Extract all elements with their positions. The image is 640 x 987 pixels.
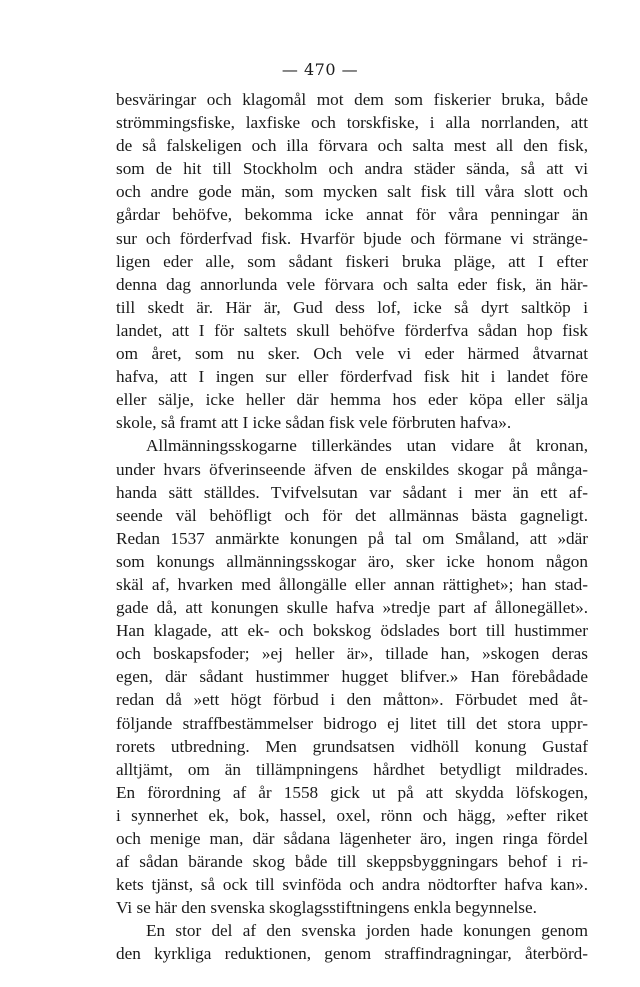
text-line: handa sätt ställdes. Tvifvelsutan var sådant i mer än ett af- — [116, 482, 588, 502]
text-line: i synnerhet ek, bok, hassel, oxel, rönn och hägg, »efter riket — [116, 805, 588, 825]
text-line: En stor del af den svenska jorden hade konungen genom — [146, 921, 588, 941]
text-line: strömmingsfiske, laxfiske och torskfiske, i alla norrlanden, att — [116, 113, 588, 133]
text-line: egen, där sådant hustimmer hugget blifver.» Han förebådade — [116, 667, 588, 687]
text-line: under hvars öfverinseende äfven de enskildes skogar på mångа- — [116, 459, 588, 479]
text-line: alltjämt, om än tillämpningens hårdhet betydligt mildrades. — [116, 759, 588, 779]
text-line: Redan 1537 anmärkte konungen på tal om Småland, att »där — [116, 528, 588, 548]
text-line: seende väl behöfligt och för det allmännas bästa gagneligt. — [116, 505, 588, 525]
text-line: af sådan bärande skog både till skeppsbyggningars behof i ri- — [116, 852, 588, 872]
text-line: hafva, att I ingen sur eller förderfvad fisk hit i landet före — [116, 367, 588, 387]
text-line: följande straffbestämmelser bidrogo ej litet till det stora uppr- — [116, 713, 588, 733]
text-line: Allmänningsskogarne tillerkändes utan vidare åt kronan, — [146, 436, 588, 456]
text-line: om året, som nu sker. Och vele vi eder härmed åtvarnat — [116, 344, 588, 364]
text-line: till skedt är. Här är, Gud dess lof, icke så dyrt saltköp i — [116, 297, 588, 317]
text-line: de så falskeligen och illa förvara och salta mest all den fisk, — [116, 136, 588, 156]
page-number: — 470 — — [281, 60, 359, 79]
text-line: kets tjänst, så ock till svinföda och andra nödtorfter hafva kan». — [116, 875, 588, 895]
text-line: landet, att I för saltets skull behöfve förderfva sådan hop fisk — [116, 320, 588, 340]
text-line: sur och förderfvad fisk. Hvarför bjude och förmane vi stränge- — [116, 228, 588, 248]
text-line: Vi se här den svenska skoglagsstiftningens enkla begynnelse. — [116, 898, 537, 918]
body-text — [116, 88, 588, 966]
text-line: eller sälje, icke heller där hemma hos eder köpa eller sälja — [116, 390, 588, 410]
text-line: och boskapsfoder; »ej heller är», tillade han, »skogen deras — [116, 644, 588, 664]
text-line: rorets utbredning. Men grundsatsen vidhöll konung Gustaf — [116, 736, 588, 756]
text-line: skäl af, hvarken med ållongälle eller annan rättighet»; han stad- — [116, 574, 588, 594]
text-line: och andre gode män, som mycken salt fisk till våra slott och — [116, 182, 588, 202]
text-line: ligen eder alle, som sådant fiskeri bruka pläge, att I efter — [116, 251, 588, 271]
text-line: skole, så framt att I icke sådan fisk vele förbruten hafva». — [116, 413, 512, 433]
text-line: Han klagade, att ek- och bokskog ödslades bort till hustimmer — [116, 621, 588, 641]
text-line: och menige man, där sådana lägenheter äro, ingen ringa fördel — [116, 829, 588, 848]
text-line: som de hit till Stockholm och andra städer sända, så att vi — [116, 159, 588, 179]
text-line: besväringar och klagomål mot dem som fiskerier bruka, både — [116, 90, 588, 109]
text-line: denna dag annorlunda vele förvara och salta eder fisk, än här- — [116, 274, 588, 294]
text-line: den kyrkliga reduktionen, genom straffindragningar, återbörd- — [116, 944, 588, 964]
text-line: redan då »ett högt förbud i den måtton». Förbudet med åt- — [116, 690, 588, 710]
text-line: som konungs allmänningsskogar äro, sker icke honom någon — [116, 551, 588, 571]
text-line: gade då, att konungen skulle hafva »tredje part af ållonegället». — [116, 598, 588, 618]
text-line: gårdar behöfve, bekomma icke annat för våra penningar än — [116, 205, 588, 225]
text-line: En förordning af år 1558 gick ut på att skydda löfskogen, — [116, 782, 588, 802]
